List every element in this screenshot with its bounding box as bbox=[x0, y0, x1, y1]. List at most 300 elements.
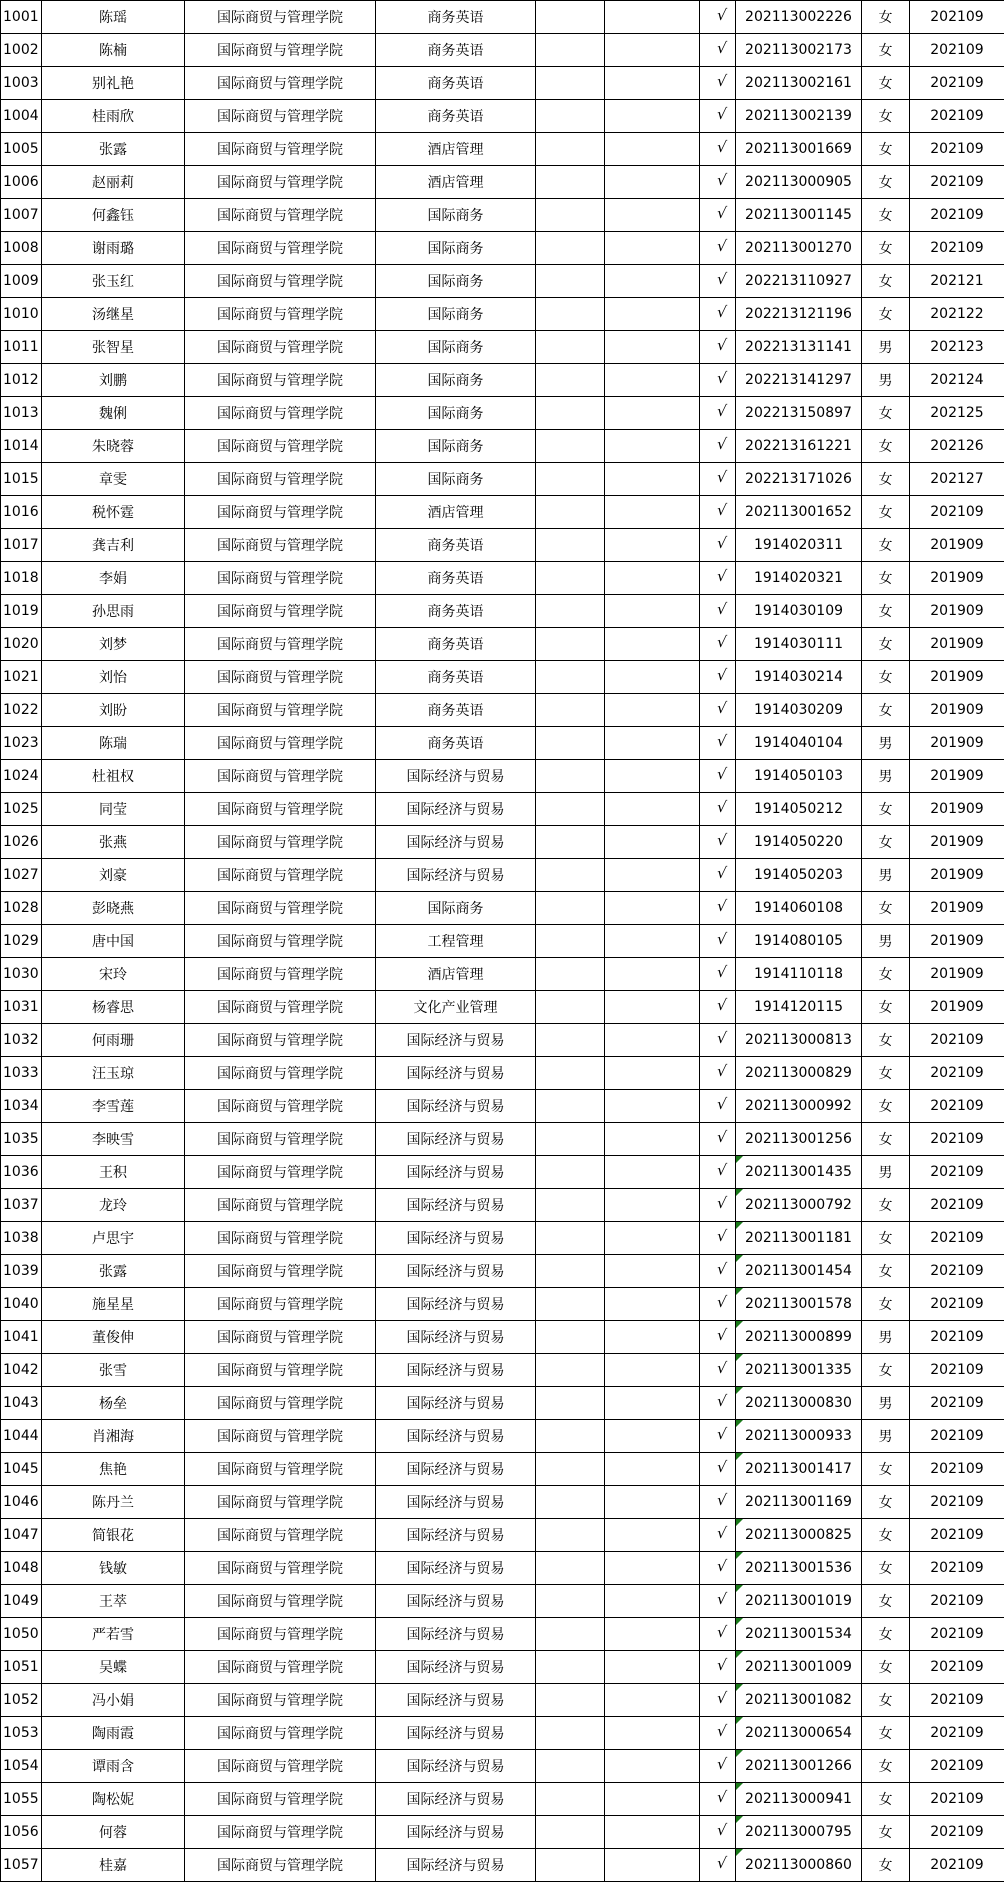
cell-college[interactable]: 国际商贸与管理学院 bbox=[185, 331, 376, 364]
cell-enrollment[interactable]: 202109 bbox=[910, 199, 1004, 232]
cell-blank-2[interactable] bbox=[605, 298, 700, 331]
cell-student-id[interactable]: 1914050212 bbox=[736, 793, 862, 826]
cell-row-number[interactable]: 1051 bbox=[1, 1651, 42, 1684]
cell-row-number[interactable]: 1001 bbox=[1, 1, 42, 34]
table-row[interactable] bbox=[1, 331, 1004, 364]
cell-enrollment[interactable]: 202124 bbox=[910, 364, 1004, 397]
cell-check[interactable] bbox=[700, 1717, 736, 1750]
table-row[interactable] bbox=[1, 1288, 1004, 1321]
cell-major[interactable]: 国际经济与贸易 bbox=[376, 1189, 536, 1222]
cell-blank-1[interactable] bbox=[536, 1552, 605, 1585]
table-row[interactable] bbox=[1, 1849, 1004, 1882]
cell-check[interactable] bbox=[700, 562, 736, 595]
cell-check[interactable] bbox=[700, 397, 736, 430]
cell-student-id-flagged[interactable]: 202113000792 bbox=[736, 1189, 862, 1222]
cell-gender[interactable]: 女 bbox=[862, 67, 910, 100]
cell-blank-1[interactable] bbox=[536, 199, 605, 232]
cell-enrollment[interactable]: 202127 bbox=[910, 463, 1004, 496]
cell-row-number[interactable]: 1049 bbox=[1, 1585, 42, 1618]
table-row[interactable] bbox=[1, 694, 1004, 727]
cell-row-number[interactable]: 1018 bbox=[1, 562, 42, 595]
cell-gender[interactable]: 男 bbox=[862, 1321, 910, 1354]
cell-college[interactable]: 国际商贸与管理学院 bbox=[185, 628, 376, 661]
cell-student-id[interactable]: 1914050203 bbox=[736, 859, 862, 892]
cell-blank-2[interactable] bbox=[605, 1750, 700, 1783]
cell-major[interactable]: 商务英语 bbox=[376, 661, 536, 694]
cell-row-number[interactable]: 1055 bbox=[1, 1783, 42, 1816]
table-row[interactable] bbox=[1, 562, 1004, 595]
cell-gender[interactable]: 女 bbox=[862, 1453, 910, 1486]
cell-student-name[interactable]: 张燕 bbox=[42, 826, 185, 859]
cell-enrollment[interactable]: 202109 bbox=[910, 232, 1004, 265]
cell-college[interactable]: 国际商贸与管理学院 bbox=[185, 298, 376, 331]
cell-row-number[interactable]: 1012 bbox=[1, 364, 42, 397]
cell-student-id[interactable]: 202213141297 bbox=[736, 364, 862, 397]
cell-major[interactable]: 国际经济与贸易 bbox=[376, 1156, 536, 1189]
cell-blank-2[interactable] bbox=[605, 1387, 700, 1420]
table-row[interactable] bbox=[1, 1618, 1004, 1651]
cell-blank-2[interactable] bbox=[605, 1057, 700, 1090]
cell-blank-2[interactable] bbox=[605, 1189, 700, 1222]
cell-major[interactable]: 国际经济与贸易 bbox=[376, 1486, 536, 1519]
cell-college[interactable]: 国际商贸与管理学院 bbox=[185, 892, 376, 925]
cell-student-id-flagged[interactable]: 202113001266 bbox=[736, 1750, 862, 1783]
cell-college[interactable]: 国际商贸与管理学院 bbox=[185, 925, 376, 958]
cell-gender[interactable]: 女 bbox=[862, 1024, 910, 1057]
cell-gender[interactable]: 女 bbox=[862, 1519, 910, 1552]
cell-check[interactable] bbox=[700, 1750, 736, 1783]
cell-blank-2[interactable] bbox=[605, 133, 700, 166]
table-row[interactable] bbox=[1, 1816, 1004, 1849]
cell-blank-2[interactable] bbox=[605, 1453, 700, 1486]
cell-student-id[interactable]: 1914030214 bbox=[736, 661, 862, 694]
cell-row-number[interactable]: 1009 bbox=[1, 265, 42, 298]
cell-blank-2[interactable] bbox=[605, 331, 700, 364]
cell-gender[interactable]: 女 bbox=[862, 133, 910, 166]
cell-college[interactable]: 国际商贸与管理学院 bbox=[185, 1090, 376, 1123]
table-row[interactable] bbox=[1, 925, 1004, 958]
table-row[interactable] bbox=[1, 364, 1004, 397]
cell-student-id-flagged[interactable]: 202113001009 bbox=[736, 1651, 862, 1684]
cell-blank-2[interactable] bbox=[605, 1684, 700, 1717]
cell-enrollment[interactable]: 202109 bbox=[910, 1849, 1004, 1882]
cell-blank-2[interactable] bbox=[605, 496, 700, 529]
cell-blank-1[interactable] bbox=[536, 1651, 605, 1684]
cell-college[interactable]: 国际商贸与管理学院 bbox=[185, 859, 376, 892]
cell-check[interactable] bbox=[700, 826, 736, 859]
cell-major[interactable]: 国际经济与贸易 bbox=[376, 1585, 536, 1618]
cell-student-name[interactable]: 张露 bbox=[42, 1255, 185, 1288]
cell-enrollment[interactable]: 202109 bbox=[910, 1717, 1004, 1750]
cell-college[interactable]: 国际商贸与管理学院 bbox=[185, 991, 376, 1024]
cell-college[interactable]: 国际商贸与管理学院 bbox=[185, 364, 376, 397]
cell-check[interactable] bbox=[700, 760, 736, 793]
cell-enrollment[interactable]: 201909 bbox=[910, 859, 1004, 892]
cell-row-number[interactable]: 1023 bbox=[1, 727, 42, 760]
table-row[interactable] bbox=[1, 265, 1004, 298]
cell-blank-2[interactable] bbox=[605, 562, 700, 595]
cell-row-number[interactable]: 1005 bbox=[1, 133, 42, 166]
cell-major[interactable]: 国际经济与贸易 bbox=[376, 760, 536, 793]
cell-college[interactable]: 国际商贸与管理学院 bbox=[185, 529, 376, 562]
cell-blank-1[interactable] bbox=[536, 529, 605, 562]
cell-row-number[interactable]: 1008 bbox=[1, 232, 42, 265]
cell-student-name[interactable]: 章雯 bbox=[42, 463, 185, 496]
cell-row-number[interactable]: 1030 bbox=[1, 958, 42, 991]
cell-blank-1[interactable] bbox=[536, 430, 605, 463]
cell-check[interactable] bbox=[700, 331, 736, 364]
cell-enrollment[interactable]: 201909 bbox=[910, 562, 1004, 595]
cell-student-id[interactable]: 202113001169 bbox=[736, 1486, 862, 1519]
cell-student-id[interactable]: 1914080105 bbox=[736, 925, 862, 958]
cell-blank-2[interactable] bbox=[605, 529, 700, 562]
cell-gender[interactable]: 女 bbox=[862, 1717, 910, 1750]
cell-major[interactable]: 商务英语 bbox=[376, 562, 536, 595]
cell-college[interactable]: 国际商贸与管理学院 bbox=[185, 166, 376, 199]
table-row[interactable] bbox=[1, 661, 1004, 694]
cell-check[interactable] bbox=[700, 430, 736, 463]
cell-gender[interactable]: 男 bbox=[862, 859, 910, 892]
cell-blank-1[interactable] bbox=[536, 133, 605, 166]
cell-row-number[interactable]: 1025 bbox=[1, 793, 42, 826]
cell-enrollment[interactable]: 202109 bbox=[910, 1387, 1004, 1420]
cell-blank-1[interactable] bbox=[536, 925, 605, 958]
cell-blank-1[interactable] bbox=[536, 100, 605, 133]
cell-blank-1[interactable] bbox=[536, 1420, 605, 1453]
table-row[interactable] bbox=[1, 199, 1004, 232]
cell-check[interactable] bbox=[700, 1783, 736, 1816]
cell-enrollment[interactable]: 201909 bbox=[910, 991, 1004, 1024]
cell-enrollment[interactable]: 202109 bbox=[910, 1156, 1004, 1189]
cell-gender[interactable]: 女 bbox=[862, 628, 910, 661]
cell-college[interactable]: 国际商贸与管理学院 bbox=[185, 463, 376, 496]
cell-blank-2[interactable] bbox=[605, 1486, 700, 1519]
cell-major[interactable]: 国际经济与贸易 bbox=[376, 1288, 536, 1321]
table-row[interactable] bbox=[1, 1057, 1004, 1090]
cell-major[interactable]: 国际经济与贸易 bbox=[376, 1387, 536, 1420]
cell-row-number[interactable]: 1040 bbox=[1, 1288, 42, 1321]
cell-gender[interactable]: 女 bbox=[862, 991, 910, 1024]
cell-check[interactable] bbox=[700, 1255, 736, 1288]
cell-major[interactable]: 国际经济与贸易 bbox=[376, 1354, 536, 1387]
cell-row-number[interactable]: 1037 bbox=[1, 1189, 42, 1222]
cell-student-name[interactable]: 肖湘海 bbox=[42, 1420, 185, 1453]
table-row[interactable] bbox=[1, 1123, 1004, 1156]
cell-blank-2[interactable] bbox=[605, 859, 700, 892]
cell-student-id-flagged[interactable]: 202113001454 bbox=[736, 1255, 862, 1288]
cell-enrollment[interactable]: 202125 bbox=[910, 397, 1004, 430]
cell-college[interactable]: 国际商贸与管理学院 bbox=[185, 727, 376, 760]
cell-blank-2[interactable] bbox=[605, 628, 700, 661]
cell-enrollment[interactable]: 202109 bbox=[910, 1288, 1004, 1321]
cell-blank-2[interactable] bbox=[605, 430, 700, 463]
cell-check[interactable] bbox=[700, 1321, 736, 1354]
cell-enrollment[interactable]: 202109 bbox=[910, 1816, 1004, 1849]
cell-college[interactable]: 国际商贸与管理学院 bbox=[185, 1288, 376, 1321]
cell-blank-1[interactable] bbox=[536, 1090, 605, 1123]
cell-check[interactable] bbox=[700, 1552, 736, 1585]
cell-check[interactable] bbox=[700, 100, 736, 133]
cell-student-id[interactable]: 1914030209 bbox=[736, 694, 862, 727]
cell-student-id[interactable]: 1914040104 bbox=[736, 727, 862, 760]
table-row[interactable] bbox=[1, 1090, 1004, 1123]
cell-major[interactable]: 商务英语 bbox=[376, 1, 536, 34]
cell-gender[interactable]: 女 bbox=[862, 298, 910, 331]
cell-gender[interactable]: 女 bbox=[862, 694, 910, 727]
cell-enrollment[interactable]: 202109 bbox=[910, 1453, 1004, 1486]
cell-student-name[interactable]: 龚吉利 bbox=[42, 529, 185, 562]
cell-college[interactable]: 国际商贸与管理学院 bbox=[185, 430, 376, 463]
cell-blank-2[interactable] bbox=[605, 1651, 700, 1684]
cell-student-id[interactable]: 202113001145 bbox=[736, 199, 862, 232]
cell-check[interactable] bbox=[700, 133, 736, 166]
cell-blank-1[interactable] bbox=[536, 1486, 605, 1519]
cell-blank-1[interactable] bbox=[536, 1321, 605, 1354]
cell-gender[interactable]: 男 bbox=[862, 760, 910, 793]
cell-gender[interactable]: 女 bbox=[862, 463, 910, 496]
cell-college[interactable]: 国际商贸与管理学院 bbox=[185, 1519, 376, 1552]
cell-major[interactable]: 国际经济与贸易 bbox=[376, 1849, 536, 1882]
cell-row-number[interactable]: 1034 bbox=[1, 1090, 42, 1123]
cell-student-id[interactable]: 202113002226 bbox=[736, 1, 862, 34]
cell-blank-2[interactable] bbox=[605, 1255, 700, 1288]
cell-student-name[interactable]: 刘鹏 bbox=[42, 364, 185, 397]
cell-major[interactable]: 国际经济与贸易 bbox=[376, 1717, 536, 1750]
cell-college[interactable]: 国际商贸与管理学院 bbox=[185, 1321, 376, 1354]
cell-blank-2[interactable] bbox=[605, 793, 700, 826]
cell-student-name[interactable]: 王积 bbox=[42, 1156, 185, 1189]
cell-check[interactable] bbox=[700, 1354, 736, 1387]
cell-blank-2[interactable] bbox=[605, 661, 700, 694]
cell-row-number[interactable]: 1057 bbox=[1, 1849, 42, 1882]
cell-blank-1[interactable] bbox=[536, 1, 605, 34]
cell-student-id[interactable]: 202113000829 bbox=[736, 1057, 862, 1090]
cell-college[interactable]: 国际商贸与管理学院 bbox=[185, 1057, 376, 1090]
cell-enrollment[interactable]: 202123 bbox=[910, 331, 1004, 364]
cell-student-id[interactable]: 1914020311 bbox=[736, 529, 862, 562]
cell-blank-2[interactable] bbox=[605, 1024, 700, 1057]
cell-blank-1[interactable] bbox=[536, 265, 605, 298]
cell-student-id-flagged[interactable]: 202113001435 bbox=[736, 1156, 862, 1189]
cell-row-number[interactable]: 1024 bbox=[1, 760, 42, 793]
cell-college[interactable]: 国际商贸与管理学院 bbox=[185, 958, 376, 991]
table-row[interactable] bbox=[1, 595, 1004, 628]
cell-blank-2[interactable] bbox=[605, 34, 700, 67]
cell-college[interactable]: 国际商贸与管理学院 bbox=[185, 232, 376, 265]
cell-college[interactable]: 国际商贸与管理学院 bbox=[185, 67, 376, 100]
cell-check[interactable] bbox=[700, 298, 736, 331]
cell-major[interactable]: 国际经济与贸易 bbox=[376, 1420, 536, 1453]
cell-blank-2[interactable] bbox=[605, 1783, 700, 1816]
table-row[interactable] bbox=[1, 1585, 1004, 1618]
cell-blank-2[interactable] bbox=[605, 958, 700, 991]
cell-blank-1[interactable] bbox=[536, 760, 605, 793]
cell-major[interactable]: 国际经济与贸易 bbox=[376, 1684, 536, 1717]
cell-student-id[interactable]: 1914120115 bbox=[736, 991, 862, 1024]
cell-major[interactable]: 国际经济与贸易 bbox=[376, 859, 536, 892]
cell-college[interactable]: 国际商贸与管理学院 bbox=[185, 1123, 376, 1156]
cell-blank-2[interactable] bbox=[605, 1222, 700, 1255]
cell-major[interactable]: 国际经济与贸易 bbox=[376, 1750, 536, 1783]
cell-gender[interactable]: 女 bbox=[862, 232, 910, 265]
cell-college[interactable]: 国际商贸与管理学院 bbox=[185, 562, 376, 595]
cell-college[interactable]: 国际商贸与管理学院 bbox=[185, 1717, 376, 1750]
cell-row-number[interactable]: 1053 bbox=[1, 1717, 42, 1750]
cell-major[interactable]: 国际商务 bbox=[376, 331, 536, 364]
cell-college[interactable]: 国际商贸与管理学院 bbox=[185, 34, 376, 67]
cell-college[interactable]: 国际商贸与管理学院 bbox=[185, 1618, 376, 1651]
cell-student-name[interactable]: 张玉红 bbox=[42, 265, 185, 298]
cell-student-id-flagged[interactable]: 202113000860 bbox=[736, 1849, 862, 1882]
cell-blank-1[interactable] bbox=[536, 1222, 605, 1255]
cell-student-name[interactable]: 钱敏 bbox=[42, 1552, 185, 1585]
cell-row-number[interactable]: 1041 bbox=[1, 1321, 42, 1354]
cell-major[interactable]: 国际经济与贸易 bbox=[376, 1618, 536, 1651]
cell-student-name[interactable]: 汤继星 bbox=[42, 298, 185, 331]
cell-major[interactable]: 国际经济与贸易 bbox=[376, 1255, 536, 1288]
cell-check[interactable] bbox=[700, 34, 736, 67]
cell-check[interactable] bbox=[700, 1585, 736, 1618]
cell-student-name[interactable]: 杜祖权 bbox=[42, 760, 185, 793]
cell-student-id[interactable]: 202113001669 bbox=[736, 133, 862, 166]
cell-major[interactable]: 商务英语 bbox=[376, 628, 536, 661]
cell-gender[interactable]: 女 bbox=[862, 1, 910, 34]
cell-check[interactable] bbox=[700, 661, 736, 694]
cell-major[interactable]: 国际商务 bbox=[376, 892, 536, 925]
cell-check[interactable] bbox=[700, 628, 736, 661]
table-row[interactable] bbox=[1, 1354, 1004, 1387]
cell-gender[interactable]: 女 bbox=[862, 34, 910, 67]
cell-blank-2[interactable] bbox=[605, 694, 700, 727]
cell-blank-1[interactable] bbox=[536, 463, 605, 496]
cell-row-number[interactable]: 1019 bbox=[1, 595, 42, 628]
cell-row-number[interactable]: 1047 bbox=[1, 1519, 42, 1552]
cell-blank-1[interactable] bbox=[536, 331, 605, 364]
cell-blank-2[interactable] bbox=[605, 892, 700, 925]
cell-enrollment[interactable]: 202109 bbox=[910, 100, 1004, 133]
cell-college[interactable]: 国际商贸与管理学院 bbox=[185, 1552, 376, 1585]
cell-major[interactable]: 国际经济与贸易 bbox=[376, 1222, 536, 1255]
cell-row-number[interactable]: 1013 bbox=[1, 397, 42, 430]
cell-student-id-flagged[interactable]: 202113001417 bbox=[736, 1453, 862, 1486]
cell-blank-1[interactable] bbox=[536, 364, 605, 397]
cell-blank-2[interactable] bbox=[605, 166, 700, 199]
cell-check[interactable] bbox=[700, 793, 736, 826]
cell-check[interactable] bbox=[700, 199, 736, 232]
cell-major[interactable]: 商务英语 bbox=[376, 100, 536, 133]
cell-blank-2[interactable] bbox=[605, 1717, 700, 1750]
cell-enrollment[interactable]: 201909 bbox=[910, 694, 1004, 727]
cell-enrollment[interactable]: 201909 bbox=[910, 595, 1004, 628]
cell-major[interactable]: 酒店管理 bbox=[376, 958, 536, 991]
cell-enrollment[interactable]: 202109 bbox=[910, 1651, 1004, 1684]
cell-major[interactable]: 国际经济与贸易 bbox=[376, 1090, 536, 1123]
cell-student-name[interactable]: 魏俐 bbox=[42, 397, 185, 430]
cell-student-id[interactable]: 202113001270 bbox=[736, 232, 862, 265]
cell-enrollment[interactable]: 201909 bbox=[910, 826, 1004, 859]
cell-blank-2[interactable] bbox=[605, 1816, 700, 1849]
cell-row-number[interactable]: 1004 bbox=[1, 100, 42, 133]
cell-check[interactable] bbox=[700, 958, 736, 991]
cell-blank-1[interactable] bbox=[536, 1783, 605, 1816]
table-row[interactable] bbox=[1, 1750, 1004, 1783]
cell-student-name[interactable]: 宋玲 bbox=[42, 958, 185, 991]
cell-student-name[interactable]: 桂嘉 bbox=[42, 1849, 185, 1882]
cell-blank-2[interactable] bbox=[605, 760, 700, 793]
cell-blank-1[interactable] bbox=[536, 34, 605, 67]
cell-student-name[interactable]: 简银花 bbox=[42, 1519, 185, 1552]
cell-blank-1[interactable] bbox=[536, 1684, 605, 1717]
cell-enrollment[interactable]: 201909 bbox=[910, 760, 1004, 793]
cell-student-name[interactable]: 赵丽莉 bbox=[42, 166, 185, 199]
cell-row-number[interactable]: 1043 bbox=[1, 1387, 42, 1420]
cell-student-name[interactable]: 唐中国 bbox=[42, 925, 185, 958]
cell-major[interactable]: 国际经济与贸易 bbox=[376, 1321, 536, 1354]
cell-student-id-flagged[interactable]: 202113001335 bbox=[736, 1354, 862, 1387]
cell-student-name[interactable]: 谢雨璐 bbox=[42, 232, 185, 265]
cell-student-name[interactable]: 张雪 bbox=[42, 1354, 185, 1387]
cell-row-number[interactable]: 1006 bbox=[1, 166, 42, 199]
cell-blank-1[interactable] bbox=[536, 1750, 605, 1783]
table-row[interactable] bbox=[1, 100, 1004, 133]
table-row[interactable] bbox=[1, 1651, 1004, 1684]
cell-student-id[interactable]: 202113002161 bbox=[736, 67, 862, 100]
cell-major[interactable]: 国际商务 bbox=[376, 397, 536, 430]
table-row[interactable] bbox=[1, 232, 1004, 265]
table-row[interactable] bbox=[1, 1519, 1004, 1552]
cell-college[interactable]: 国际商贸与管理学院 bbox=[185, 1651, 376, 1684]
table-row[interactable] bbox=[1, 34, 1004, 67]
cell-check[interactable] bbox=[700, 1156, 736, 1189]
cell-student-name[interactable]: 卢思宇 bbox=[42, 1222, 185, 1255]
cell-enrollment[interactable]: 202109 bbox=[910, 1420, 1004, 1453]
cell-student-name[interactable]: 陈丹兰 bbox=[42, 1486, 185, 1519]
cell-check[interactable] bbox=[700, 496, 736, 529]
table-row[interactable] bbox=[1, 958, 1004, 991]
cell-gender[interactable]: 女 bbox=[862, 1189, 910, 1222]
cell-student-id-flagged[interactable]: 202113001082 bbox=[736, 1684, 862, 1717]
cell-enrollment[interactable]: 202109 bbox=[910, 1486, 1004, 1519]
cell-row-number[interactable]: 1026 bbox=[1, 826, 42, 859]
cell-enrollment[interactable]: 201909 bbox=[910, 529, 1004, 562]
cell-check[interactable] bbox=[700, 1387, 736, 1420]
cell-blank-2[interactable] bbox=[605, 1, 700, 34]
cell-enrollment[interactable]: 202109 bbox=[910, 1255, 1004, 1288]
cell-student-name[interactable]: 孙思雨 bbox=[42, 595, 185, 628]
cell-student-id-flagged[interactable]: 202113001019 bbox=[736, 1585, 862, 1618]
table-row[interactable] bbox=[1, 760, 1004, 793]
cell-blank-1[interactable] bbox=[536, 562, 605, 595]
cell-college[interactable]: 国际商贸与管理学院 bbox=[185, 793, 376, 826]
cell-gender[interactable]: 女 bbox=[862, 1552, 910, 1585]
cell-enrollment[interactable]: 202109 bbox=[910, 1090, 1004, 1123]
cell-major[interactable]: 国际经济与贸易 bbox=[376, 1519, 536, 1552]
cell-check[interactable] bbox=[700, 1189, 736, 1222]
cell-gender[interactable]: 女 bbox=[862, 1222, 910, 1255]
cell-check[interactable] bbox=[700, 1057, 736, 1090]
cell-major[interactable]: 国际商务 bbox=[376, 463, 536, 496]
cell-check[interactable] bbox=[700, 67, 736, 100]
table-row[interactable] bbox=[1, 463, 1004, 496]
cell-blank-1[interactable] bbox=[536, 595, 605, 628]
cell-row-number[interactable]: 1050 bbox=[1, 1618, 42, 1651]
cell-blank-1[interactable] bbox=[536, 859, 605, 892]
cell-check[interactable] bbox=[700, 1420, 736, 1453]
cell-college[interactable]: 国际商贸与管理学院 bbox=[185, 199, 376, 232]
cell-check[interactable] bbox=[700, 595, 736, 628]
cell-major[interactable]: 国际商务 bbox=[376, 298, 536, 331]
cell-blank-2[interactable] bbox=[605, 1354, 700, 1387]
